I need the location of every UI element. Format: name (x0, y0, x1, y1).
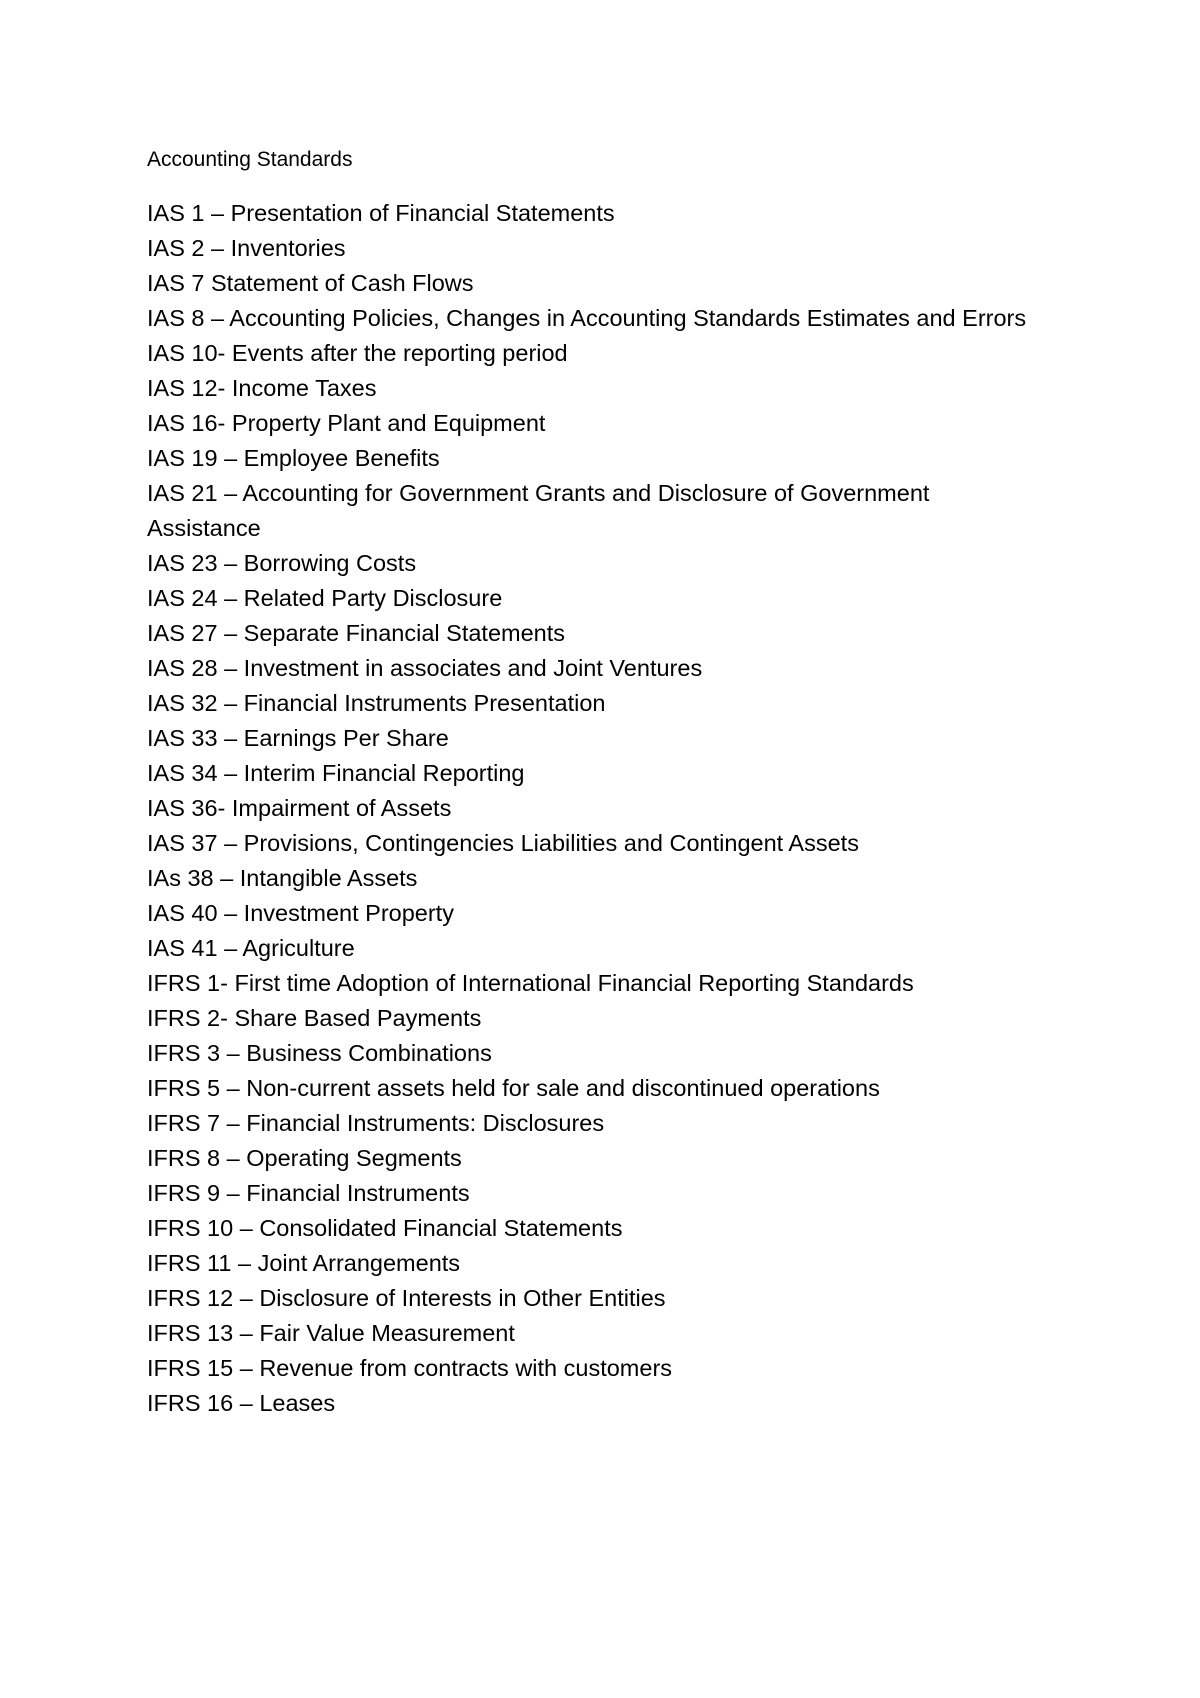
list-item: IFRS 9 – Financial Instruments (147, 1180, 470, 1206)
list-item: IAS 16- Property Plant and Equipment (147, 410, 546, 436)
list-item: IAS 32 – Financial Instruments Presentation (147, 690, 606, 716)
list-item: IAS 34 – Interim Financial Reporting (147, 760, 525, 786)
list-item: IAS 21 – Accounting for Government Grants and Disclosure of Government Assistance (147, 480, 930, 541)
list-item: IAS 7 Statement of Cash Flows (147, 270, 474, 296)
list-item: IAS 8 – Accounting Policies, Changes in Accounting Standards Estimates and Errors (147, 305, 1027, 331)
list-item: IAS 41 – Agriculture (147, 935, 355, 961)
list-item: IFRS 3 – Business Combinations (147, 1040, 492, 1066)
list-item: IFRS 2- Share Based Payments (147, 1005, 482, 1031)
list-item: IFRS 5 – Non-current assets held for sale and discontinued operations (147, 1075, 880, 1101)
list-item: IAS 27 – Separate Financial Statements (147, 620, 566, 646)
list-item: IAS 28 – Investment in associates and Joint Ventures (147, 655, 703, 681)
list-item: IFRS 12 – Disclosure of Interests in Other Entities (147, 1285, 666, 1311)
list-item: IAS 10- Events after the reporting period (147, 340, 568, 366)
list-item: IAS 37 – Provisions, Contingencies Liabilities and Contingent Assets (147, 830, 859, 856)
list-item: IFRS 16 – Leases (147, 1390, 336, 1416)
list-item: IFRS 10 – Consolidated Financial Statements (147, 1215, 623, 1241)
list-item: IAS 2 – Inventories (147, 235, 346, 261)
list-item: IAS 12- Income Taxes (147, 375, 377, 401)
list-item: IAs 38 – Intangible Assets (147, 865, 418, 891)
list-item: IAS 40 – Investment Property (147, 900, 454, 926)
list-item: IAS 33 – Earnings Per Share (147, 725, 449, 751)
list-item: IFRS 13 – Fair Value Measurement (147, 1320, 515, 1346)
list-item: IAS 23 – Borrowing Costs (147, 550, 417, 576)
document-title: Accounting Standards (147, 148, 353, 171)
list-item: IFRS 1- First time Adoption of International Financial Reporting Standards (147, 970, 914, 996)
list-item: IAS 1 – Presentation of Financial Statements (147, 200, 615, 226)
list-item: IFRS 15 – Revenue from contracts with customers (147, 1355, 673, 1381)
list-item: IFRS 7 – Financial Instruments: Disclosures (147, 1110, 605, 1136)
list-item: IAS 24 – Related Party Disclosure (147, 585, 503, 611)
standards-list (147, 196, 1027, 1421)
list-item: IAS 36- Impairment of Assets (147, 795, 452, 821)
list-item: IFRS 8 – Operating Segments (147, 1145, 462, 1171)
list-item: IAS 19 – Employee Benefits (147, 445, 440, 471)
list-item: IFRS 11 – Joint Arrangements (147, 1250, 461, 1276)
